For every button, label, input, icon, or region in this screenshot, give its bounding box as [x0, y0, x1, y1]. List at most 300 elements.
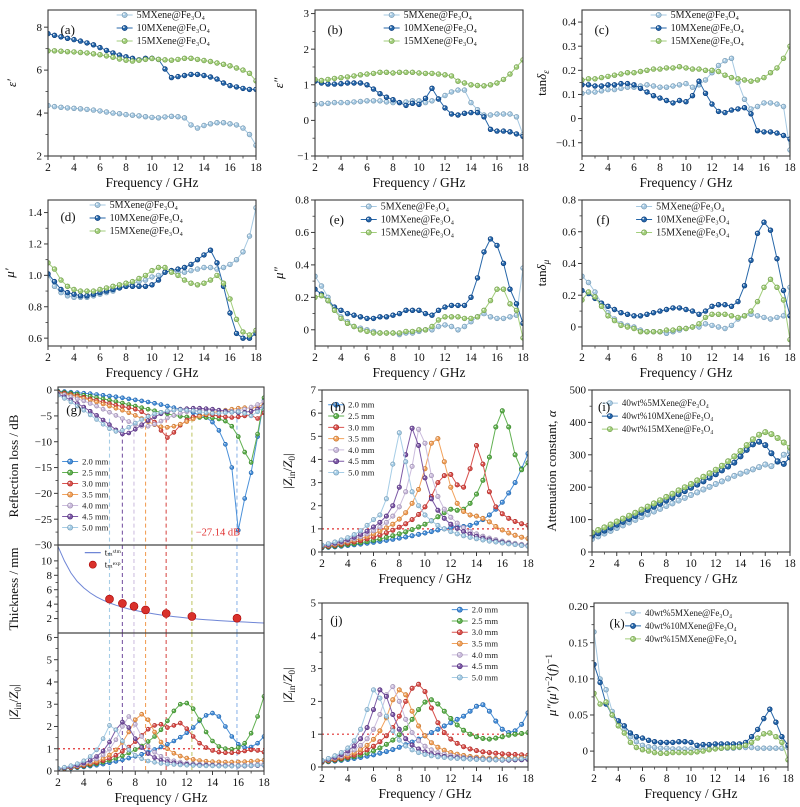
x-tick: 8 — [390, 162, 396, 174]
legend-item — [328, 434, 375, 444]
legend-item — [602, 398, 709, 408]
legend-label: 3.0 mm — [471, 627, 499, 638]
x-tick: 6 — [631, 162, 637, 174]
chart-a-epsilon-real — [0, 0, 266, 190]
panel-k — [540, 595, 800, 807]
x-tick: 4 — [71, 352, 77, 364]
y-tick: 300 — [569, 449, 586, 462]
panel-d — [0, 190, 266, 380]
x-tick: 10 — [413, 352, 425, 364]
y-tick: 0 — [46, 765, 52, 778]
x-tick: 8 — [390, 352, 396, 364]
y-tick: 1.2 — [28, 238, 42, 251]
y-tick: 0.6 — [562, 226, 576, 239]
x-tick: 6 — [364, 352, 370, 364]
y-axis-label: $|Z_{in}/Z_0|$ — [280, 453, 299, 489]
series-40wt-15mxene-fe-o- — [589, 429, 792, 535]
x-tick: 8 — [657, 162, 663, 174]
y-tick: 7 — [310, 384, 316, 397]
y-tick: −30 — [34, 539, 52, 552]
y-tick: 1 — [310, 728, 316, 741]
panel-label: (i) — [597, 399, 611, 415]
y-tick: 0.10 — [568, 673, 588, 686]
legend-label: 4.5 mm — [82, 511, 109, 522]
y-tick: 0.8 — [295, 194, 309, 207]
x-tick: 16 — [224, 352, 236, 364]
panel-a — [0, 0, 266, 190]
x-tick: 14 — [733, 773, 746, 785]
legend-label: 10MXene@Fe₃O₄ — [380, 214, 455, 226]
x-tick: 14 — [198, 162, 210, 174]
panel-label: (d) — [60, 209, 76, 225]
chart-j-impedance — [278, 595, 540, 807]
legend-item — [636, 227, 730, 238]
y-axis-label: Thickness / mm — [6, 547, 21, 631]
x-tick: 16 — [758, 352, 770, 364]
y-tick: 0 — [310, 546, 316, 559]
legend-label: 15MXene@Fe₃O₄ — [403, 36, 478, 47]
panel-label: (h) — [330, 399, 346, 415]
y-tick: 0.6 — [28, 332, 42, 345]
y-axis-label: $|Z_{in}/Z_0|$ — [280, 667, 299, 703]
x-tick: 10 — [680, 162, 692, 174]
series-5mxene-fe-o- — [313, 88, 526, 137]
y-tick: 5 — [46, 654, 52, 667]
x-axis-label: Frequency / GHz — [639, 365, 733, 380]
x-tick: 18 — [250, 162, 262, 174]
y-tick: 6 — [36, 64, 42, 77]
y-tick: 0.6 — [295, 227, 309, 240]
panel-g — [0, 382, 278, 807]
legend-label: 40wt%5MXene@Fe₃O₄ — [645, 607, 733, 618]
x-tick: 12 — [710, 558, 722, 570]
x-axis-label: Frequency / GHz — [639, 175, 733, 190]
legend-item — [452, 605, 499, 615]
x-tick: 18 — [258, 777, 270, 789]
x-axis-label: Frequency / GHz — [105, 175, 199, 190]
legend-item — [62, 501, 109, 511]
legend-label: 4.5 mm — [471, 661, 499, 672]
legend-label: 5MXene@Fe₃O₄ — [109, 200, 179, 211]
panel-label: (j) — [330, 612, 343, 628]
x-tick: 8 — [396, 558, 403, 570]
legend-label: 40wt%10MXene@Fe₃O₄ — [621, 411, 714, 422]
x-tick: 12 — [445, 558, 457, 570]
legend-label: 5MXene@Fe₃O₄ — [670, 10, 740, 21]
legend-label: 2.5 mm — [82, 467, 109, 478]
x-tick: 16 — [491, 162, 503, 174]
legend-label: 40wt%15MXene@Fe₃O₄ — [621, 424, 714, 435]
y-tick: 0.4 — [562, 258, 576, 271]
x-tick: 14 — [470, 773, 483, 785]
legend-item — [651, 23, 745, 34]
series-10mxene-fe-o- — [46, 248, 259, 341]
x-tick: 16 — [758, 162, 770, 174]
y-tick: 0 — [582, 745, 588, 758]
x-tick: 4 — [605, 352, 611, 364]
x-tick: 4 — [338, 352, 344, 364]
y-tick: −20 — [34, 487, 52, 500]
annotation: −27.14 dB — [195, 527, 241, 539]
chart-i-attenuation — [540, 382, 800, 592]
x-tick: 18 — [517, 162, 529, 174]
panel-label: (g) — [66, 402, 82, 418]
legend-label: 40wt%10MXene@Fe₃O₄ — [645, 620, 737, 631]
y-axis-label: ε′ — [4, 79, 19, 87]
series-40wt-10mxene-fe-o- — [589, 439, 792, 538]
x-tick: 10 — [680, 352, 692, 364]
x-tick: 12 — [709, 773, 721, 785]
y-tick: 200 — [569, 481, 586, 494]
x-tick: 2 — [579, 352, 585, 364]
y-tick: 0.4 — [562, 16, 576, 29]
x-tick: 6 — [364, 162, 370, 174]
legend-label: 10MXene@Fe₃O₄ — [403, 23, 478, 34]
legend-item — [328, 468, 375, 478]
legend-item — [452, 661, 499, 671]
series-5mxene-fe-o- — [46, 103, 259, 148]
x-tick: 4 — [338, 162, 344, 174]
y-tick: 6 — [46, 584, 52, 597]
x-tick: 12 — [706, 162, 718, 174]
legend-item — [625, 608, 732, 618]
x-tick: 6 — [97, 352, 103, 364]
x-tick: 12 — [172, 352, 184, 364]
legend-label: 4.0 mm — [348, 444, 375, 455]
y-axis-label: $|Z_{in}/Z_0|$ — [6, 684, 25, 720]
x-tick: 12 — [445, 773, 457, 785]
legend-label: 3.0 mm — [82, 478, 109, 489]
x-tick: 4 — [344, 558, 351, 570]
legend-label: 10MXene@Fe₃O₄ — [136, 23, 211, 34]
series-t- — [58, 546, 264, 623]
legend-item — [62, 468, 109, 478]
y-tick: 3 — [310, 663, 316, 676]
y-tick: 0 — [303, 114, 309, 127]
y-tick: 2 — [310, 500, 316, 513]
x-tick: 8 — [663, 558, 670, 570]
legend-label: tₘˢⁱᵐ — [104, 547, 121, 558]
chart-g-reflection-loss-stack — [0, 382, 278, 807]
y-tick: 8 — [46, 569, 52, 582]
y-tick: 8 — [36, 21, 42, 34]
series-40wt-5mxene-fe-o- — [589, 449, 792, 542]
y-tick: 0.2 — [562, 64, 576, 77]
x-tick: 2 — [589, 558, 595, 570]
legend-label: 15MXene@Fe₃O₄ — [656, 227, 730, 239]
x-tick: 4 — [613, 558, 620, 570]
chart-f-tan-delta-u — [534, 190, 800, 380]
x-tick: 18 — [522, 558, 534, 570]
panel-c — [534, 0, 800, 190]
panel-label: (f) — [596, 211, 610, 227]
legend-item — [625, 634, 737, 644]
panel-i — [540, 382, 800, 592]
x-tick: 18 — [784, 162, 796, 174]
legend-label: 40wt%15MXene@Fe₃O₄ — [645, 633, 737, 644]
x-tick: 16 — [496, 773, 508, 785]
legend-item — [89, 560, 121, 570]
chart-d-mu-real — [0, 190, 266, 380]
legend-item — [90, 226, 184, 237]
panel-b — [267, 0, 533, 190]
x-tick: 16 — [491, 352, 503, 364]
x-axis-label: Frequency / GHz — [378, 571, 472, 586]
y-tick: 0.05 — [568, 709, 588, 722]
x-axis-label: Frequency / GHz — [372, 365, 466, 380]
legend-item — [117, 23, 211, 34]
legend-item — [384, 23, 478, 34]
y-tick: 1 — [303, 79, 309, 92]
series-15mxene-fe-o- — [580, 44, 793, 84]
y-axis-label: $\mu''(\mu')^{-2}(f)^{-1}$ — [544, 653, 559, 717]
x-axis-label: Frequency / GHz — [644, 571, 738, 586]
x-tick: 18 — [517, 352, 529, 364]
series-10mxene-fe-o- — [580, 79, 793, 142]
legend-item — [328, 422, 375, 432]
legend-item — [602, 411, 714, 421]
y-tick: 0 — [310, 761, 316, 774]
y-tick: 2 — [303, 43, 309, 56]
x-tick: 6 — [370, 773, 377, 785]
chart-b-epsilon-imag — [267, 0, 533, 190]
y-axis-label: Attenuation constant, α — [544, 410, 559, 532]
x-tick: 6 — [631, 352, 637, 364]
x-tick: 6 — [639, 773, 646, 785]
x-tick: 2 — [55, 777, 61, 789]
legend-item — [602, 424, 714, 434]
x-tick: 14 — [465, 352, 477, 364]
legend-item — [117, 36, 211, 47]
legend-item — [361, 227, 455, 238]
series-15mxene-fe-o- — [46, 48, 259, 83]
legend-label: 2.5 mm — [348, 411, 375, 422]
y-tick: 3 — [46, 698, 52, 711]
chart-e-mu-imag — [267, 190, 533, 380]
x-tick: 18 — [784, 558, 796, 570]
x-axis-label: Frequency / GHz — [378, 786, 472, 801]
panel-label: (b) — [327, 21, 343, 37]
panel-label: (c) — [594, 21, 609, 37]
y-tick: 2 — [36, 150, 42, 163]
x-tick: 6 — [106, 777, 113, 789]
y-tick: −0.1 — [556, 137, 576, 150]
x-tick: 14 — [734, 558, 747, 570]
x-tick: 12 — [706, 352, 718, 364]
x-tick: 14 — [206, 777, 219, 789]
x-axis-label: Frequency / GHz — [114, 790, 208, 805]
x-tick: 16 — [232, 777, 244, 789]
x-tick: 14 — [465, 162, 477, 174]
y-tick: 0 — [303, 324, 309, 337]
x-tick: 4 — [605, 162, 611, 174]
chart-c-tan-delta-e — [534, 0, 800, 190]
y-tick: 1.0 — [28, 269, 42, 282]
x-tick: 6 — [97, 162, 103, 174]
x-tick: 12 — [172, 162, 184, 174]
panel-e — [267, 190, 533, 380]
y-tick: 100 — [569, 514, 586, 527]
y-tick: 0.1 — [562, 89, 576, 102]
x-tick: 14 — [732, 352, 744, 364]
y-axis-label: tanδ$_\varepsilon$ — [534, 70, 553, 96]
legend-item — [62, 457, 109, 467]
y-tick: 0.15 — [568, 637, 588, 650]
x-tick: 16 — [758, 773, 770, 785]
x-tick: 8 — [396, 773, 403, 785]
x-tick: 2 — [319, 558, 325, 570]
legend-label: 4.0 mm — [82, 500, 109, 511]
x-tick: 10 — [413, 162, 425, 174]
x-tick: 8 — [123, 352, 129, 364]
x-tick: 6 — [370, 558, 377, 570]
y-axis-label: Reflection loss / dB — [6, 414, 21, 518]
series-5mxene-fe-o- — [313, 266, 526, 337]
x-tick: 10 — [419, 558, 431, 570]
x-tick: 2 — [319, 773, 325, 785]
legend-item — [62, 490, 109, 500]
legend-item — [625, 621, 737, 631]
y-tick: 0 — [570, 321, 576, 334]
panel-label: (k) — [609, 615, 625, 631]
legend-item — [452, 672, 499, 682]
x-tick: 16 — [224, 162, 236, 174]
legend-item — [85, 548, 122, 558]
y-tick: 0.8 — [28, 301, 42, 314]
legend-label: 5MXene@Fe₃O₄ — [656, 201, 725, 213]
legend-label: 15MXene@Fe₃O₄ — [670, 36, 745, 47]
x-tick: 8 — [657, 352, 663, 364]
legend-label: 10MXene@Fe₃O₄ — [656, 214, 730, 226]
legend-label: 4.0 mm — [471, 649, 499, 660]
y-tick: −5 — [40, 410, 52, 423]
y-tick: 5 — [310, 430, 316, 443]
y-tick: 0 — [570, 113, 576, 126]
y-tick: 3 — [310, 477, 316, 490]
legend-label: tₘᵉˣᵖ — [104, 559, 121, 570]
x-tick: 2 — [579, 162, 585, 174]
y-tick: 500 — [569, 384, 586, 397]
y-tick: −15 — [34, 462, 52, 475]
x-axis-label: Frequency / GHz — [372, 175, 466, 190]
y-tick: 2 — [46, 721, 52, 734]
x-tick: 16 — [496, 558, 508, 570]
legend-label: 5.0 mm — [471, 672, 499, 683]
x-tick: 4 — [615, 773, 622, 785]
x-tick: 14 — [470, 558, 483, 570]
x-tick: 18 — [784, 352, 796, 364]
x-tick: 8 — [132, 777, 139, 789]
x-tick: 8 — [123, 162, 129, 174]
y-tick: 4 — [310, 630, 316, 643]
x-tick: 14 — [198, 352, 210, 364]
legend-item — [452, 650, 499, 660]
legend-item — [636, 201, 725, 212]
legend-label: 5MXene@Fe₃O₄ — [380, 201, 450, 213]
x-tick: 10 — [155, 777, 167, 789]
y-tick: 3 — [303, 8, 309, 21]
legend-label: 15MXene@Fe₃O₄ — [109, 226, 184, 237]
x-tick: 10 — [419, 773, 431, 785]
y-tick: 4 — [46, 676, 52, 689]
legend-item — [651, 10, 740, 21]
legend-label: 2.0 mm — [471, 604, 499, 615]
y-axis-label: ε″ — [271, 77, 286, 89]
x-tick: 10 — [685, 558, 697, 570]
x-tick: 18 — [522, 773, 534, 785]
x-tick: 8 — [663, 773, 670, 785]
y-tick: −25 — [34, 513, 52, 526]
y-axis-label: μ′ — [2, 268, 17, 278]
y-tick: 6 — [46, 632, 52, 645]
legend-label: 3.0 mm — [348, 422, 375, 433]
y-tick: 1 — [46, 743, 52, 756]
y-tick: 0.3 — [562, 40, 576, 53]
series-10mxene-fe-o- — [313, 79, 526, 139]
legend-item — [651, 36, 745, 47]
x-tick: 14 — [732, 162, 744, 174]
x-tick: 4 — [80, 777, 87, 789]
y-tick: 6 — [310, 407, 316, 420]
x-tick: 10 — [685, 773, 697, 785]
legend-item — [452, 627, 499, 637]
y-axis-label: μ″ — [271, 267, 286, 279]
panel-label: (a) — [60, 21, 75, 37]
x-tick: 12 — [439, 352, 451, 364]
y-tick: 0 — [580, 546, 586, 559]
x-tick: 18 — [250, 352, 262, 364]
legend-item — [90, 200, 179, 211]
legend-label: 5.0 mm — [348, 467, 375, 478]
y-tick: 10 — [41, 555, 52, 568]
y-tick: 0.2 — [562, 289, 576, 302]
y-tick: 2 — [46, 613, 52, 626]
chart-k-mu-factor — [540, 595, 800, 807]
x-tick: 12 — [181, 777, 193, 789]
legend-item — [452, 616, 499, 626]
legend-item — [62, 523, 109, 533]
y-tick: 1 — [310, 523, 316, 536]
legend-item — [384, 10, 473, 21]
chart-h-impedance — [278, 382, 540, 592]
y-tick: 5 — [310, 597, 316, 610]
series-40wt-5mxene-fe-o- — [592, 630, 791, 752]
panel-label: (e) — [329, 211, 344, 227]
x-tick: 4 — [344, 773, 351, 785]
legend-label: 5MXene@Fe₃O₄ — [136, 10, 206, 21]
legend-label: 2.0 mm — [82, 456, 109, 467]
legend-label: 15MXene@Fe₃O₄ — [380, 227, 455, 239]
x-tick: 10 — [146, 352, 158, 364]
x-tick: 2 — [591, 773, 597, 785]
legend-label: 3.5 mm — [82, 489, 109, 500]
x-axis-label: Frequency / GHz — [105, 365, 199, 380]
legend-item — [328, 456, 375, 466]
legend-label: 10MXene@Fe₃O₄ — [109, 213, 184, 224]
legend-item — [62, 512, 109, 522]
y-tick: 0.20 — [568, 601, 588, 614]
legend-label: 15MXene@Fe₃O₄ — [136, 36, 211, 47]
legend-item — [384, 36, 478, 47]
legend-item — [90, 213, 184, 224]
legend-label: 3.5 mm — [471, 638, 499, 649]
series-15mxene-fe-o- — [313, 287, 526, 341]
x-tick: 12 — [439, 162, 451, 174]
x-tick: 2 — [312, 162, 318, 174]
legend-item — [452, 639, 499, 649]
y-tick: 4 — [36, 107, 42, 120]
legend-item — [117, 10, 206, 21]
